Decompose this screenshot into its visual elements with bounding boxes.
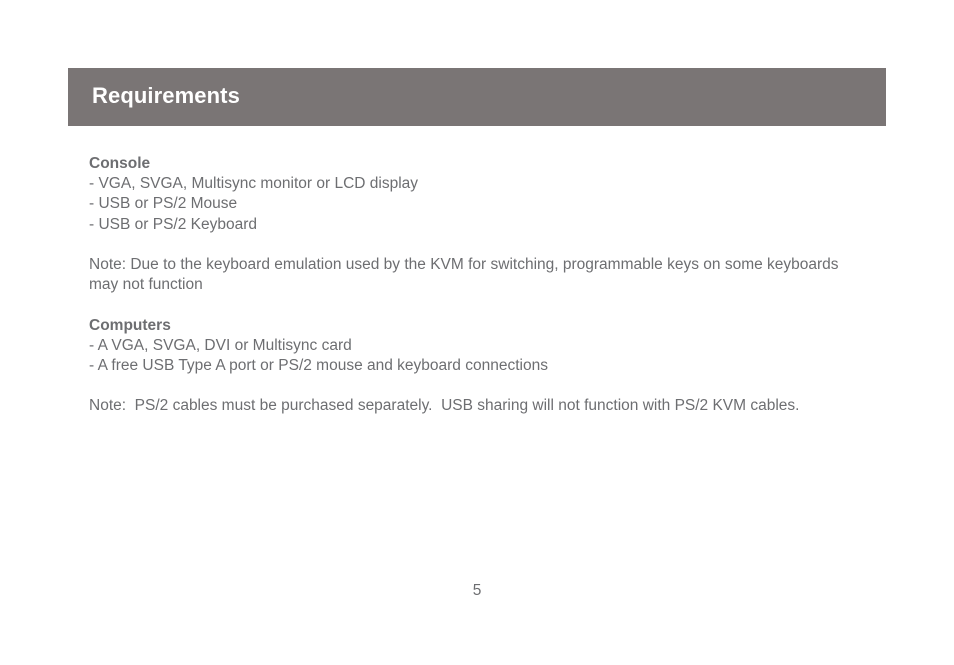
- page-number: 5: [472, 582, 482, 599]
- console-item-monitor: - VGA, SVGA, Multisync monitor or LCD display: [89, 175, 419, 193]
- spacer: [89, 235, 869, 255]
- computers-item-video-card: - A VGA, SVGA, DVI or Multisync card: [89, 336, 352, 354]
- spacer: [89, 295, 869, 315]
- console-section: [89, 154, 869, 295]
- computers-section: [89, 316, 869, 417]
- console-item-keyboard: - USB or PS/2 Keyboard: [89, 215, 257, 233]
- requirements-content: [89, 154, 869, 417]
- page-title: Requirements: [92, 83, 240, 108]
- computers-heading: Computers: [89, 316, 171, 334]
- console-heading: Console: [89, 155, 151, 172]
- computers-item-ports: - A free USB Type A port or PS/2 mouse and keyboard connections: [89, 357, 548, 374]
- console-item-mouse: - USB or PS/2 Mouse: [89, 195, 238, 213]
- computers-note: Note: PS/2 cables must be purchased separately. USB sharing will not function with PS/2 KVM cables.: [89, 397, 800, 415]
- spacer: [89, 376, 869, 396]
- console-note: Note: Due to the keyboard emulation used by the KVM for switching, programmable keys on some keyboards may not function: [89, 256, 839, 294]
- section-header-bar: [68, 68, 886, 126]
